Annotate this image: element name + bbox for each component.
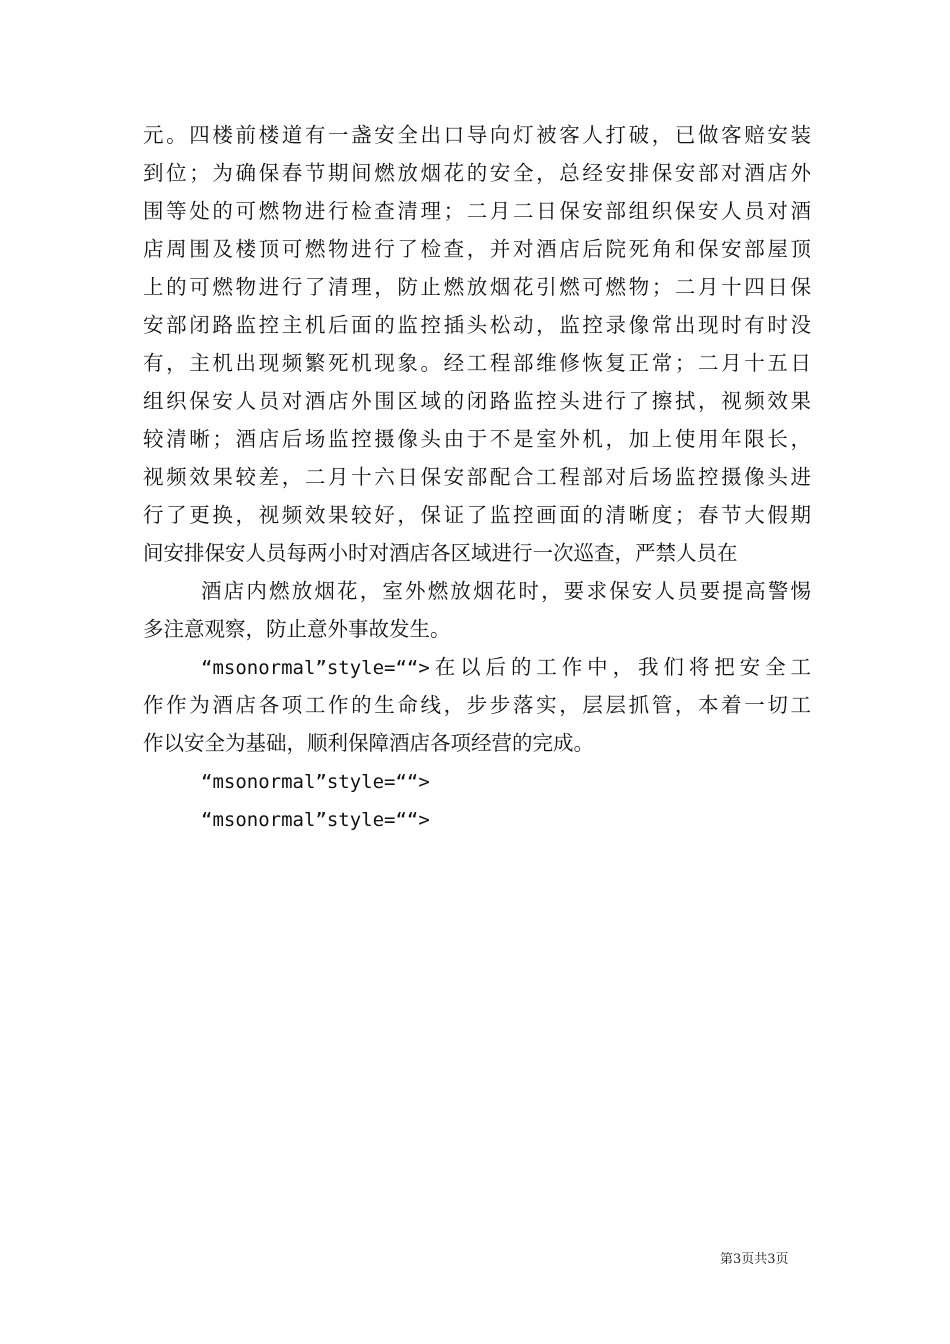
text-line: 间安排保安人员每两小时对酒店各区域进行一次巡查，严禁人员在 (143, 541, 738, 565)
text-line: 上的可燃物进行了清理，防止燃放烟花引燃可燃物；二月十四日保 (143, 275, 811, 299)
text-line: 到位；为确保春节期间燃放烟花的安全，总经安排保安部对酒店外 (143, 161, 811, 185)
text-line: 组织保安人员对酒店外围区域的闭路监控头进行了擦拭，视频效果 (143, 389, 811, 413)
paragraph-fireworks (143, 572, 811, 648)
text-line: 店周围及楼顶可燃物进行了检查，并对酒店后院死角和保安部屋顶 (143, 237, 811, 261)
text-line: 元。四楼前楼道有一盏安全出口导向灯被客人打破，已做客赔安装 (143, 123, 811, 147)
text-run: 在以后的工作中，我们将把安全工 (429, 655, 811, 679)
document-body (143, 116, 811, 838)
paragraph-security-report (143, 116, 811, 572)
paragraph-conclusion (143, 648, 811, 762)
text-line: 作作为酒店各项工作的生命线，步步落实，层层抓管，本着一切工 (143, 693, 811, 717)
text-line: 安部闭路监控主机后面的监控插头松动，监控录像常出现时有时没 (143, 313, 811, 337)
markup-artifact: “msonormal”style=““> (201, 657, 430, 679)
text-line: 行了更换，视频效果较好，保证了监控画面的清晰度；春节大假期 (143, 503, 811, 527)
text-line: 酒店内燃放烟花，室外燃放烟花时，要求保安人员要提高警惕 (201, 579, 811, 603)
text-line: 较清晰；酒店后场监控摄像头由于不是室外机，加上使用年限长， (143, 427, 811, 451)
markup-artifact: “msonormal”style=““> (201, 771, 430, 793)
text-line: 围等处的可燃物进行检查清理；二月二日保安部组织保安人员对酒 (143, 199, 811, 223)
markup-artifact: “msonormal”style=““> (201, 809, 430, 831)
text-line: 多注意观察，防止意外事故发生。 (143, 617, 451, 641)
text-line: 视频效果较差，二月十六日保安部配合工程部对后场监控摄像头进 (143, 465, 811, 489)
text-line (143, 648, 811, 686)
page-number-footer: 第3页共3页 (720, 1252, 789, 1267)
paragraph-artifact (143, 762, 811, 800)
text-line: 有，主机出现频繁死机现象。经工程部维修恢复正常；二月十五日 (143, 351, 811, 375)
text-line (143, 762, 811, 800)
paragraph-artifact (143, 800, 811, 838)
text-line (143, 800, 811, 838)
text-line: 作以安全为基础，顺利保障酒店各项经营的完成。 (143, 731, 594, 755)
